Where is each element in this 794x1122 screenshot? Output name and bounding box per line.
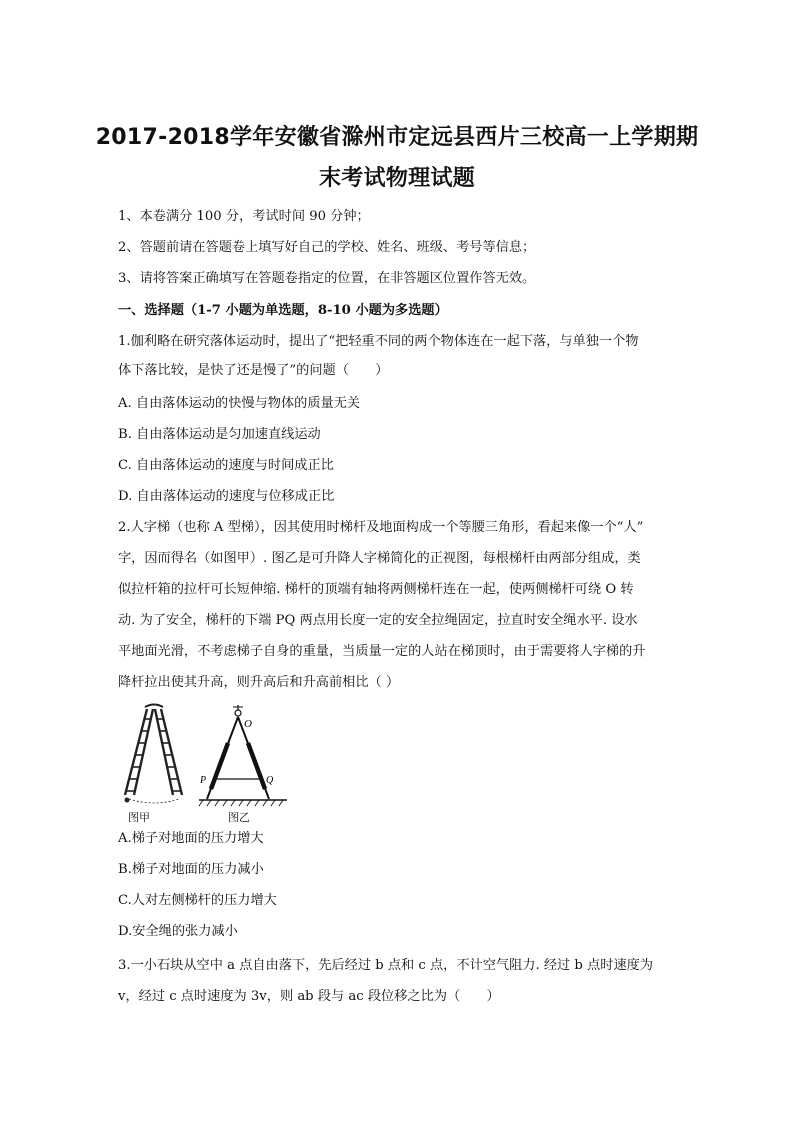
exam-title-line-2: 末考试物理试题 (318, 166, 476, 191)
q1-option-d: D. 自由落体运动的速度与位移成正比 (118, 489, 335, 504)
ladder-diagram (199, 705, 287, 806)
q2-stem-line-3: 似拉杆箱的拉杆可长短伸缩. 梯杆的顶端有轴将两侧梯杆连在一起，使两侧梯杆可绕 O 转 (118, 582, 634, 597)
q1-stem-line-1: 1.伽利略在研究落体运动时，提出了“把轻重不同的两个物体连在一起下落，与单独一个物 (118, 334, 639, 349)
label-q: Q (266, 775, 274, 786)
q2-stem-line-4: 动. 为了安全，梯杆的下端 PQ 两点用长度一定的安全拉绳固定，拉直时安全绳水平. 设水 (118, 613, 638, 628)
label-o: O (244, 718, 252, 730)
note-1: 1、本卷满分 100 分，考试时间 90 分钟； (118, 209, 370, 224)
caption-figure-b: 图乙 (228, 811, 250, 824)
q1-option-a: A. 自由落体运动的快慢与物体的质量无关 (118, 396, 361, 411)
q2-stem-line-6: 降杆拉出使其升高，则升高后和升高前相比（ ） (118, 675, 400, 690)
ladder-figure (115, 703, 305, 821)
exam-title-line-1: 2017-2018学年安徽省滁州市定远县西片三校高一上学期期 (95, 125, 699, 150)
q2-stem-line-2: 字，因而得名（如图甲）. 图乙是可升降人字梯简化的正视图，每根梯杆由两部分组成，类 (118, 551, 641, 566)
q2-option-d: D.安全绳的张力减小 (118, 924, 238, 939)
q2-stem-line-5: 平地面光滑，不考虑梯子自身的重量，当质量一定的人站在梯顶时，由于需要将人字梯的升 (118, 644, 646, 659)
q1-stem-line-2: 体下落比较，是快了还是慢了”的问题（ ） (118, 363, 389, 378)
q3-stem-line-1: 3.一小石块从空中 a 点自由落下，先后经过 b 点和 c 点，不计空气阻力. 经过 b 点时速度为 (118, 958, 654, 973)
q2-stem-line-1: 2.人字梯（也称 A 型梯），因其使用时梯杆及地面构成一个等腰三角形，看起来像一个“人” (118, 520, 644, 535)
label-p: P (200, 775, 207, 786)
caption-figure-a: 图甲 (128, 811, 150, 824)
q3-stem-line-2: v，经过 c 点时速度为 3v，则 ab 段与 ac 段位移之比为（ ） (118, 989, 500, 1004)
section-heading: 一、选择题（1-7 小题为单选题，8-10 小题为多选题） (118, 303, 448, 318)
q1-option-b: B. 自由落体运动是匀加速直线运动 (118, 427, 321, 442)
q2-option-b: B.梯子对地面的压力减小 (118, 862, 264, 877)
q2-option-a: A.梯子对地面的压力增大 (118, 831, 264, 846)
ladder-photo-sketch (125, 705, 182, 804)
q2-option-c: C.人对左侧梯杆的压力增大 (118, 893, 277, 908)
note-3: 3、请将答案正确填写在答题卷指定的位置，在非答题区位置作答无效。 (118, 271, 536, 286)
note-2: 2、答题前请在答题卷上填写好自己的学校、姓名、班级、考号等信息； (118, 240, 536, 255)
q1-option-c: C. 自由落体运动的速度与时间成正比 (118, 458, 334, 473)
